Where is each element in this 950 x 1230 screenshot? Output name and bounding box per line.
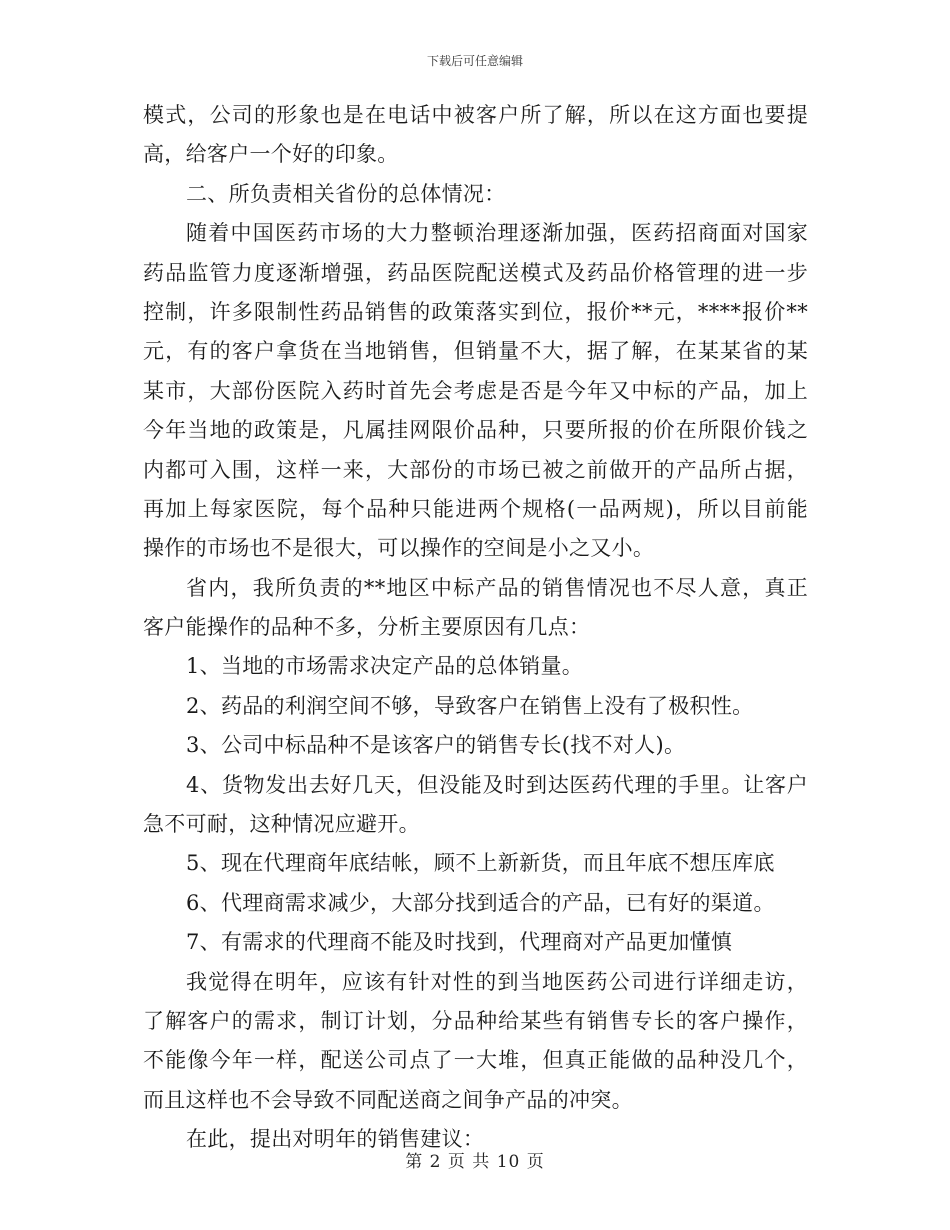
page-number: 第 2 页 共 10 页 (405, 1152, 545, 1172)
list-item: 5、现在代理商年底结帐，顾不上新新货，而且年底不想压库底 (186, 851, 775, 876)
paragraph-line: 药品监管力度逐渐增强，药品医院配送模式及药品价格管理的进一步 (143, 260, 808, 285)
paragraph-line: 再加上每家医院，每个品种只能进两个规格(一品两规)，所以目前能 (143, 496, 808, 521)
paragraph-line: 而且这样也不会导致不同配送商之间争产品的冲突。 (143, 1087, 633, 1112)
list-item: 1、当地的市场需求决定产品的总体销量。 (186, 654, 584, 679)
paragraph-line: 不能像今年一样，配送公司点了一大堆，但真正能做的品种没几个， (143, 1048, 808, 1073)
paragraph-line: 操作的市场也不是很大，可以操作的空间是小之又小。 (143, 536, 655, 561)
paragraph-line: 控制，许多限制性药品销售的政策落实到位，报价**元，****报价** (143, 299, 808, 324)
list-item: 6、代理商需求减少，大部分找到适合的产品，已有好的渠道。 (186, 890, 775, 915)
paragraph-line: 今年当地的政策是，凡属挂网限价品种，只要所报的价在所限价钱之 (143, 418, 808, 443)
paragraph-line: 了解客户的需求，制订计划，分品种给某些有销售专长的客户操作， (143, 1008, 808, 1033)
paragraph-line: 内都可入围，这样一来，大部份的市场已被之前做开的产品所占据， (143, 457, 808, 482)
list-item-continuation: 急不可耐，这种情况应避开。 (143, 812, 420, 837)
list-item: 2、药品的利润空间不够，导致客户在销售上没有了极积性。 (186, 693, 754, 718)
paragraph-line: 在此，提出对明年的销售建议： (186, 1127, 485, 1152)
page-header: 下载后可任意编辑 (426, 54, 523, 68)
paragraph-line: 模式，公司的形象也是在电话中被客户所了解，所以在这方面也要提 (143, 103, 808, 127)
paragraph-line: 元，有的客户拿货在当地销售，但销量不大，据了解，在某某省的某 (143, 339, 808, 364)
list-item: 7、有需求的代理商不能及时找到，代理商对产品更加懂慎 (186, 930, 733, 955)
paragraph-line: 省内，我所负责的**地区中标产品的销售情况也不尽人意，真正 (186, 575, 808, 600)
section-heading: 二、所负责相关省份的总体情况： (186, 181, 506, 206)
paragraph-line: 客户能操作的品种不多，分析主要原因有几点： (143, 615, 591, 640)
list-item: 4、货物发出去好几天，但没能及时到达医药代理的手里。让客户 (186, 772, 808, 797)
paragraph-line: 高，给客户一个好的印象。 (143, 142, 399, 167)
paragraph-line: 某市，大部份医院入药时首先会考虑是否是今年又中标的产品，加上 (143, 378, 808, 403)
paragraph-line: 随着中国医药市场的大力整顿治理逐渐加强，医药招商面对国家 (186, 221, 808, 246)
document-body (143, 100, 808, 1164)
paragraph-line: 我觉得在明年，应该有针对性的到当地医药公司进行详细走访， (186, 969, 808, 994)
list-item: 3、公司中标品种不是该客户的销售专长(找不对人)。 (186, 733, 686, 758)
